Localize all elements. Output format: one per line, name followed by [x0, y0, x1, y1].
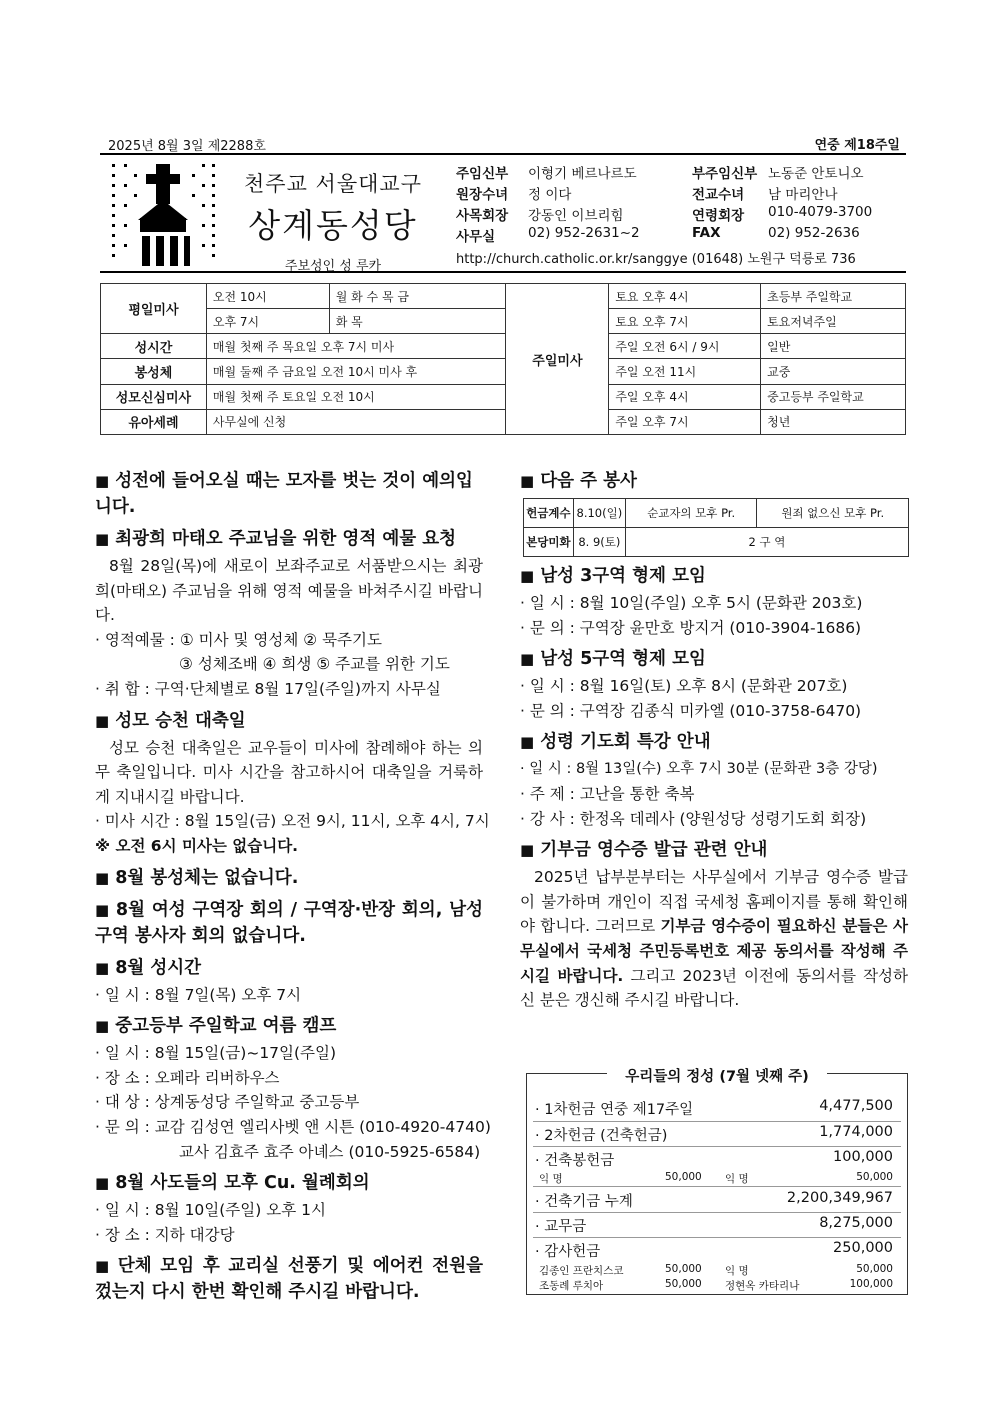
mass-group: 토요저녁주일 [761, 309, 906, 334]
info-value: 02) 952-2636 [768, 225, 860, 241]
offering-row: · 2차헌금 (건축헌금) 1,774,000 [535, 1124, 893, 1144]
right-column [520, 462, 908, 1013]
info-value: 강동인 이브리힘 [528, 208, 624, 224]
square-bullet-icon: ■ [95, 472, 110, 490]
immaculate-mass-value: 매월 첫째 주 토요일 오전 10시 [206, 384, 506, 409]
notice-heading: ■ 중고등부 주일학교 여름 캠프 [95, 1016, 337, 1037]
offering-row: · 교무금 8,275,000 [535, 1215, 893, 1235]
square-bullet-icon: ■ [95, 711, 110, 730]
notice-line: · 취 합 : 구역·단체별로 8월 17일(주일)까지 사무실 [95, 679, 441, 698]
service-role: 헌금계수 [524, 499, 574, 528]
notice-line: · 문 의 : 구역장 김종식 미카엘 (010-3758-6470) [520, 701, 862, 720]
mass-group: 초등부 주일학교 [761, 284, 906, 309]
service-date: 8.10(일) [573, 499, 625, 528]
notice-heading: ■ 8월 여성 구역장 회의 / 구역장·반장 회의, 남성 구역 봉사자 회의 없습니다. [95, 899, 483, 946]
notice-heading: ■ 다음 주 봉사 [520, 471, 637, 491]
mass-group: 교중 [761, 359, 906, 384]
notice-heading: ■ 8월 성시간 [95, 957, 202, 978]
info-key: 사무실 [456, 229, 496, 245]
notice-heading: ■ 최광희 마태오 주교님을 위한 영적 예물 요청 [95, 529, 457, 549]
mass-time: 오전 10시 [206, 284, 329, 309]
mass-group: 중고등부 주일학교 [761, 384, 906, 409]
offering-title: 우리들의 정성 (7월 넷째 주) [607, 1065, 827, 1086]
anointing-label: 봉성체 [101, 359, 207, 384]
notice-line: · 일 시 : 8월 10일(주일) 오후 1시 [95, 1201, 326, 1220]
notice-line: · 일 시 : 8월 13일(수) 오후 7시 30분 (문화관 3층 강당) [520, 761, 878, 778]
square-bullet-icon: ■ [95, 958, 110, 977]
website-address[interactable]: http://church.catholic.or.kr/sanggye (01648) 노원구 덕릉로 736 [456, 252, 856, 267]
info-value: 노동준 안토니오 [768, 166, 864, 182]
mass-group: 일반 [761, 334, 906, 359]
square-bullet-icon: ■ [95, 1174, 110, 1193]
notice-line: · 대 상 : 상계동성당 주일학교 중고등부 [95, 1093, 360, 1112]
parish-name: 상계동성당 [248, 206, 418, 245]
service-table [523, 498, 909, 557]
church-logo-icon [108, 160, 218, 270]
notice-paragraph: 2025년 납부분부터는 사무실에서 기부금 영수증 발급이 불가하며 개인이 직접 국세청 홈페이지를 통해 확인해야 합니다. 그러므로 기부금 영수증이 필요하신 분들은 사무실에서 국세청 주민등록번호 제공 동의서를 작성해 주시길 바랍니다. 그리고 2023년 이전에 동의서를 작성하신 분은 갱신해 주시길 바랍니다. [520, 868, 908, 1010]
square-bullet-icon: ■ [520, 567, 535, 585]
square-bullet-icon: ■ [95, 868, 110, 887]
notice-line: · 영적예물 : ① 미사 및 영성체 ② 묵주기도 [95, 630, 382, 649]
info-key: 전교수녀 [692, 187, 745, 203]
divider [533, 1146, 901, 1147]
notice-line: · 장 소 : 오페라 리버하우스 [95, 1068, 280, 1087]
notice-heading: ■ 남성 3구역 형제 모임 [520, 566, 706, 586]
notice-line: · 주 제 : 고난을 통한 축복 [520, 784, 695, 803]
square-bullet-icon: ■ [95, 900, 110, 919]
holy-hour-value: 매월 첫째 주 목요일 오후 7시 미사 [206, 334, 506, 359]
info-key: 원장수녀 [456, 187, 509, 203]
info-value: 02) 952-2631~2 [528, 225, 640, 241]
notice-line: · 장 소 : 지하 대강당 [95, 1225, 235, 1244]
notice-line: ※ 오전 6시 미사는 없습니다. [95, 836, 299, 855]
notice-line: · 문 의 : 구역장 윤만호 방지거 (010-3904-1686) [520, 618, 862, 637]
mass-time: 토요 오후 4시 [609, 284, 761, 309]
mass-time: 주일 오전 6시 / 9시 [609, 334, 761, 359]
info-value: 남 마리안나 [768, 187, 838, 203]
notice-heading: ■ 8월 봉성체는 없습니다. [95, 867, 299, 888]
holy-hour-label: 성시간 [101, 334, 207, 359]
info-value: 이형기 베르나르도 [528, 166, 637, 182]
divider [533, 1212, 901, 1213]
parish-title-block [238, 168, 428, 274]
patron-saint: 주보성인 성 루카 [284, 259, 382, 274]
notice-heading: ■ 8월 사도들의 모후 Cu. 월례회의 [95, 1173, 370, 1194]
service-role: 본당미화 [524, 528, 574, 557]
header-top-rule [100, 153, 906, 155]
square-bullet-icon: ■ [95, 1017, 110, 1036]
notice-line: · 문 의 : 교감 김성연 엘리사벳 앤 시튼 (010-4920-4740) [95, 1117, 491, 1136]
info-key: 연령회장 [692, 208, 745, 224]
notice-line: · 일 시 : 8월 7일(목) 오후 7시 [95, 985, 302, 1004]
service-date: 8. 9(토) [573, 528, 625, 557]
mass-time: 토요 오후 7시 [609, 309, 761, 334]
issue-line [100, 134, 906, 154]
notice-heading: ■ 성전에 들어오실 때는 모자를 벗는 것이 예의입니다. [95, 471, 473, 517]
weekday-mass-label: 평일미사 [101, 284, 207, 334]
mass-schedule-table [100, 283, 906, 435]
info-key: 부주임신부 [692, 166, 758, 182]
issue-date: 2025년 8월 3일 제2288호 [108, 139, 266, 154]
divider [533, 1121, 901, 1122]
mass-time: 주일 오후 7시 [609, 409, 761, 434]
notice-line: · 강 사 : 한정옥 데레사 (양원성당 성령기도회 회장) [520, 809, 867, 828]
notice-line: 교사 김효주 효주 아녜스 (010-5925-6584) [179, 1142, 481, 1161]
offering-row: · 건축기금 누계 2,200,349,967 [535, 1190, 893, 1210]
divider [533, 1237, 901, 1238]
notice-heading: ■ 기부금 영수증 발급 관련 안내 [520, 840, 768, 861]
offering-row: · 1차헌금 연중 제17주일 4,477,500 [535, 1098, 893, 1118]
square-bullet-icon: ■ [95, 530, 110, 548]
info-key: FAX [692, 225, 721, 241]
offering-row: · 건축봉헌금 100,000 [535, 1149, 893, 1169]
sunday-mass-label: 주일미사 [506, 284, 609, 435]
mass-time: 주일 오후 4시 [609, 384, 761, 409]
liturgical-week: 연중 제18주일 [814, 138, 900, 153]
notice-line: · 미사 시간 : 8월 15일(금) 오전 9시, 11시, 오후 4시, 7시 [95, 812, 490, 831]
mass-time: 오후 7시 [206, 309, 329, 334]
info-value: 정 이다 [528, 187, 572, 203]
notice-line: · 일 시 : 8월 15일(금)~17일(주일) [95, 1044, 337, 1063]
offering-box: 우리들의 정성 (7월 넷째 주) · 1차헌금 연중 제17주일 4,477,500 · 2차헌금 (건축헌금) 1,774,000 · 건축봉헌금 100,000 익 명 50,000 익 명 50,000 · 건축기금 누계 2,200,349,967 · 교무금 8,275,000 · 감사헌금 250,000 김종인 프란치스코 50,000 익 명 50,000 조동례 루치아 50,000 정현옥 카타리나 100,000 [526, 1073, 908, 1295]
mass-time: 주일 오전 11시 [609, 359, 761, 384]
mass-days: 월 화 수 목 금 [329, 284, 506, 309]
mass-group: 청년 [761, 409, 906, 434]
notice-paragraph: 성모 승천 대축일은 교우들이 미사에 참례해야 하는 의무 축일입니다. 미사 시간을 참고하시어 대축일을 거룩하게 지내시길 바랍니다. [95, 738, 483, 806]
service-group: 원죄 없으신 모후 Pr. [757, 499, 909, 528]
square-bullet-icon: ■ [520, 841, 535, 860]
square-bullet-icon: ■ [520, 733, 535, 752]
service-group: 순교자의 모후 Pr. [625, 499, 757, 528]
left-column [95, 462, 491, 1307]
header-bottom-rule [100, 271, 906, 273]
square-bullet-icon: ■ [95, 1257, 112, 1276]
info-key: 사목회장 [456, 208, 509, 224]
notice-line: · 일 시 : 8월 16일(토) 오후 8시 (문화관 207호) [520, 677, 848, 696]
notice-heading: ■ 성모 승천 대축일 [95, 710, 246, 731]
offering-row: · 감사헌금 250,000 [535, 1240, 893, 1260]
notice-heading: ■ 남성 5구역 형제 모임 [520, 649, 706, 670]
divider [533, 1186, 901, 1187]
notice-line: · 일 시 : 8월 10일(주일) 오후 5시 (문화관 203호) [520, 594, 863, 612]
notice-heading: ■ 단체 모임 후 교리실 선풍기 및 에어컨 전원을 껐는지 다시 한번 확인해 주시길 바랍니다. [95, 1256, 483, 1303]
square-bullet-icon: ■ [520, 472, 535, 490]
immaculate-mass-label: 성모신심미사 [101, 384, 207, 409]
diocese-name: 천주교 서울대교구 [244, 172, 422, 196]
infant-baptism-label: 유아세례 [101, 409, 207, 434]
mass-days: 화 목 [329, 309, 506, 334]
info-value: 010-4079-3700 [768, 204, 873, 220]
parish-info [456, 162, 896, 267]
info-key: 주임신부 [456, 166, 509, 182]
service-group: 2 구 역 [625, 528, 908, 557]
anointing-value: 매월 둘째 주 금요일 오전 10시 미사 후 [206, 359, 506, 384]
notice-paragraph: 8월 28일(목)에 새로이 보좌주교로 서품받으시는 최광희(마태오) 주교님을 위해 영적 예물을 바쳐주시길 바랍니다. [95, 557, 483, 625]
infant-baptism-value: 사무실에 신청 [206, 409, 506, 434]
notice-line: ③ 성체조배 ④ 희생 ⑤ 주교를 위한 기도 [179, 655, 450, 674]
notice-heading: ■ 성령 기도회 특강 안내 [520, 732, 711, 753]
square-bullet-icon: ■ [520, 650, 535, 669]
